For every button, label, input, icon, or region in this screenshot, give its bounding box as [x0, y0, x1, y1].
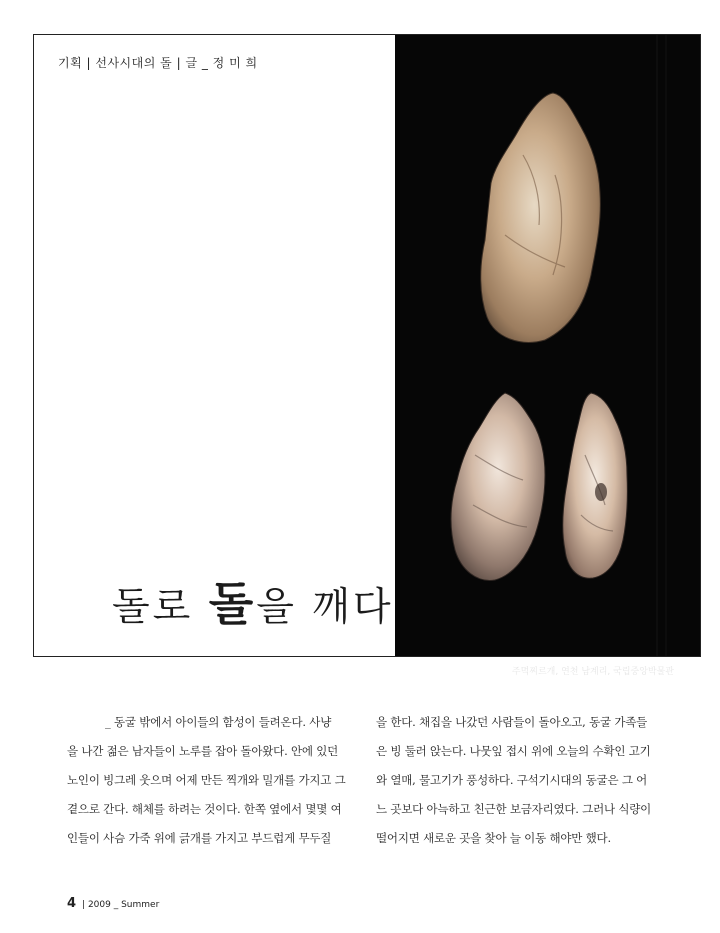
paragraph-line: 노인이 빙그레 웃으며 어제 만든 찍개와 밀개를 가지고 그	[67, 773, 346, 787]
paragraph-line: 을 나간 젊은 남자들이 노루를 잡아 돌아왔다. 안에 있던	[67, 744, 339, 758]
article-column-left	[67, 708, 346, 853]
page-footer	[67, 896, 159, 911]
byline: 글 _ 정 미 희	[185, 56, 258, 70]
paragraph-line: 떨어지면 새로운 곳을 찾아 늘 이동 해야만 했다.	[376, 831, 611, 845]
series-label: 선사시대의 돌	[95, 56, 173, 70]
page-number: 4	[67, 896, 77, 911]
hand-axe-photo	[395, 35, 700, 677]
paragraph-line: 을 한다. 채집을 나갔던 사람들이 돌아오고, 동굴 가족들	[376, 715, 648, 729]
paragraph-line: 와 열매, 물고기가 풍성하다. 구석기시대의 동굴은 그 어	[376, 773, 648, 787]
title-part: 돌로	[112, 585, 209, 630]
header-divider: |	[86, 56, 96, 70]
paragraph-line: _ 동굴 밖에서 아이들의 함성이 들려온다. 사냥	[105, 715, 332, 729]
article-column-right	[376, 708, 652, 853]
title-emphasis: 돌	[208, 577, 257, 631]
section-header	[58, 54, 258, 71]
paragraph-line: 곁으로 간다. 해체를 하려는 것이다. 한쪽 옆에서 몇몇 여	[67, 802, 342, 816]
title-part: 을 깨다	[256, 585, 394, 630]
article-title	[112, 568, 394, 634]
paragraph-line: 은 빙 둘러 앉는다. 나뭇잎 접시 위에 오늘의 수확인 고기	[376, 744, 651, 758]
issue-label: 2009 _ Summer	[87, 900, 160, 910]
header-divider: |	[176, 56, 186, 70]
photo-caption: 주먹찌르개, 연천 남계리, 국립중앙박물관	[511, 667, 674, 677]
paragraph-line: 인들이 사슴 가죽 위에 긁개를 가지고 부드럽게 무두질	[67, 831, 332, 845]
category-label: 기획	[58, 56, 83, 70]
stone-tools-illustration	[395, 35, 700, 656]
folio-divider: |	[82, 900, 88, 910]
paragraph-line: 느 곳보다 아늑하고 친근한 보금자리였다. 그러나 식량이	[376, 802, 652, 816]
